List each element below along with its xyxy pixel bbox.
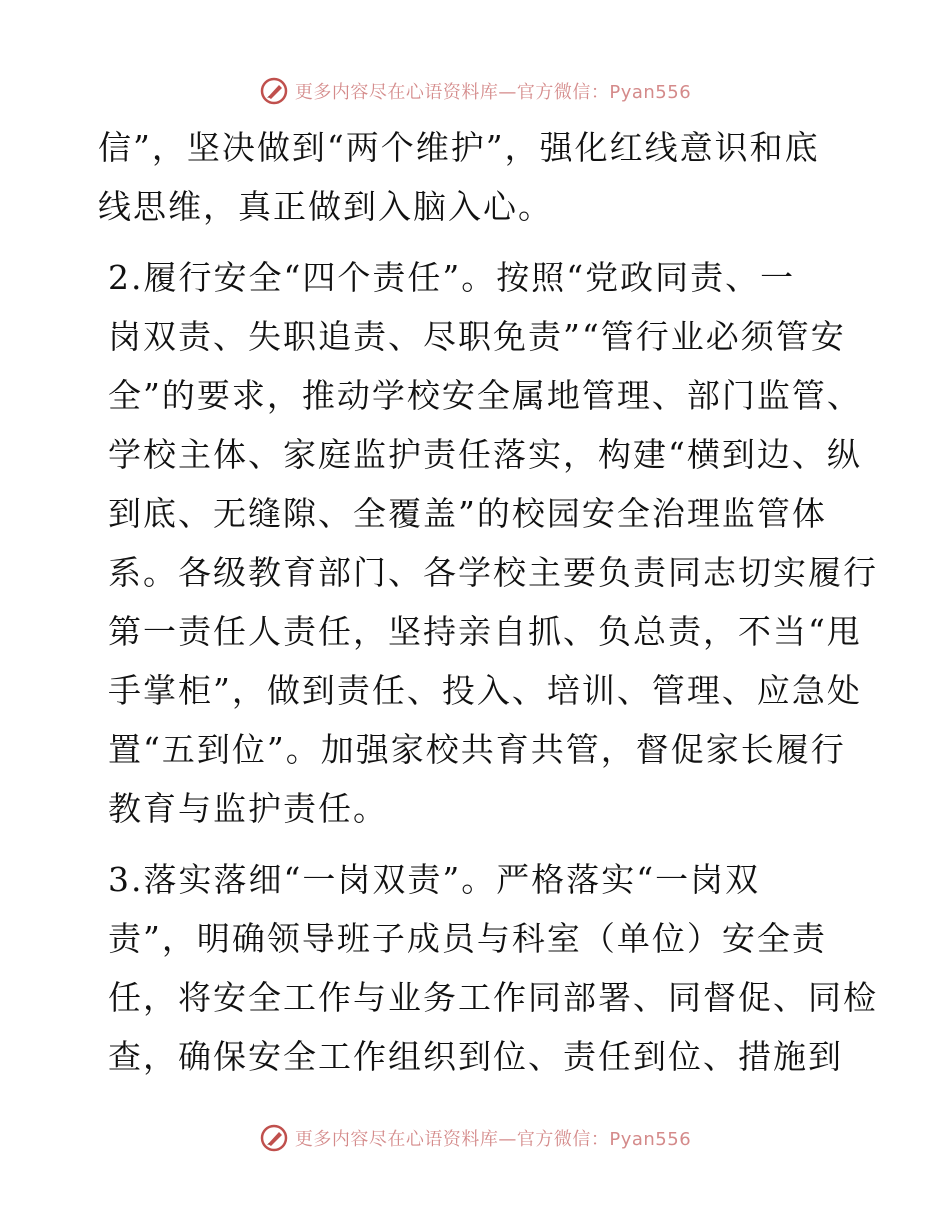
text-line: 3.落实落细“一岗双责”。严格落实“一岗双 <box>108 860 761 899</box>
paragraph-2 <box>98 248 878 838</box>
red-pen-circle-logo-icon <box>259 76 289 106</box>
watermark-text: 更多内容尽在心语资料库—官方微信：Pyan556 <box>294 1129 692 1150</box>
text-line: 查，确保安全工作组织到位、责任到位、措施到 <box>108 1037 843 1076</box>
paragraph-1 <box>98 118 858 236</box>
text-line: 系。各级教育部门、各学校主要负责同志切实履行 <box>108 553 878 592</box>
text-line: 任，将安全工作与业务工作同部署、同督促、同检 <box>108 978 878 1017</box>
text-line: 岗双责、失职追责、尽职免责”“管行业必须管安 <box>108 317 846 356</box>
text-line: 责”，明确领导班子成员与科室（单位）安全责 <box>108 919 827 958</box>
text-line: 信”，坚决做到“两个维护”，强化红线意识和底 <box>98 128 820 167</box>
text-line: 到底、无缝隙、全覆盖”的校园安全治理监管体 <box>108 494 827 533</box>
text-line: 学校主体、家庭监护责任落实，构建“横到边、纵 <box>108 435 862 474</box>
text-line: 全”的要求，推动学校安全属地管理、部门监管、 <box>108 376 862 415</box>
text-line: 2.履行安全“四个责任”。按照“党政同责、一 <box>108 258 796 297</box>
document-body <box>98 118 878 1086</box>
text-line: 线思维，真正做到入脑入心。 <box>98 187 553 226</box>
text-line: 教育与监护责任。 <box>108 789 388 828</box>
paragraph-3 <box>98 850 878 1086</box>
text-line: 手掌柜”，做到责任、投入、培训、管理、应急处 <box>108 671 862 710</box>
text-line: 置“五到位”。加强家校共育共管，督促家长履行 <box>108 730 846 769</box>
header-watermark <box>0 71 950 111</box>
footer-watermark <box>0 1118 950 1158</box>
red-pen-circle-logo-icon <box>259 1123 289 1153</box>
text-line: 第一责任人责任，坚持亲自抓、负总责，不当“甩 <box>108 612 862 651</box>
watermark-text: 更多内容尽在心语资料库—官方微信：Pyan556 <box>294 82 692 103</box>
